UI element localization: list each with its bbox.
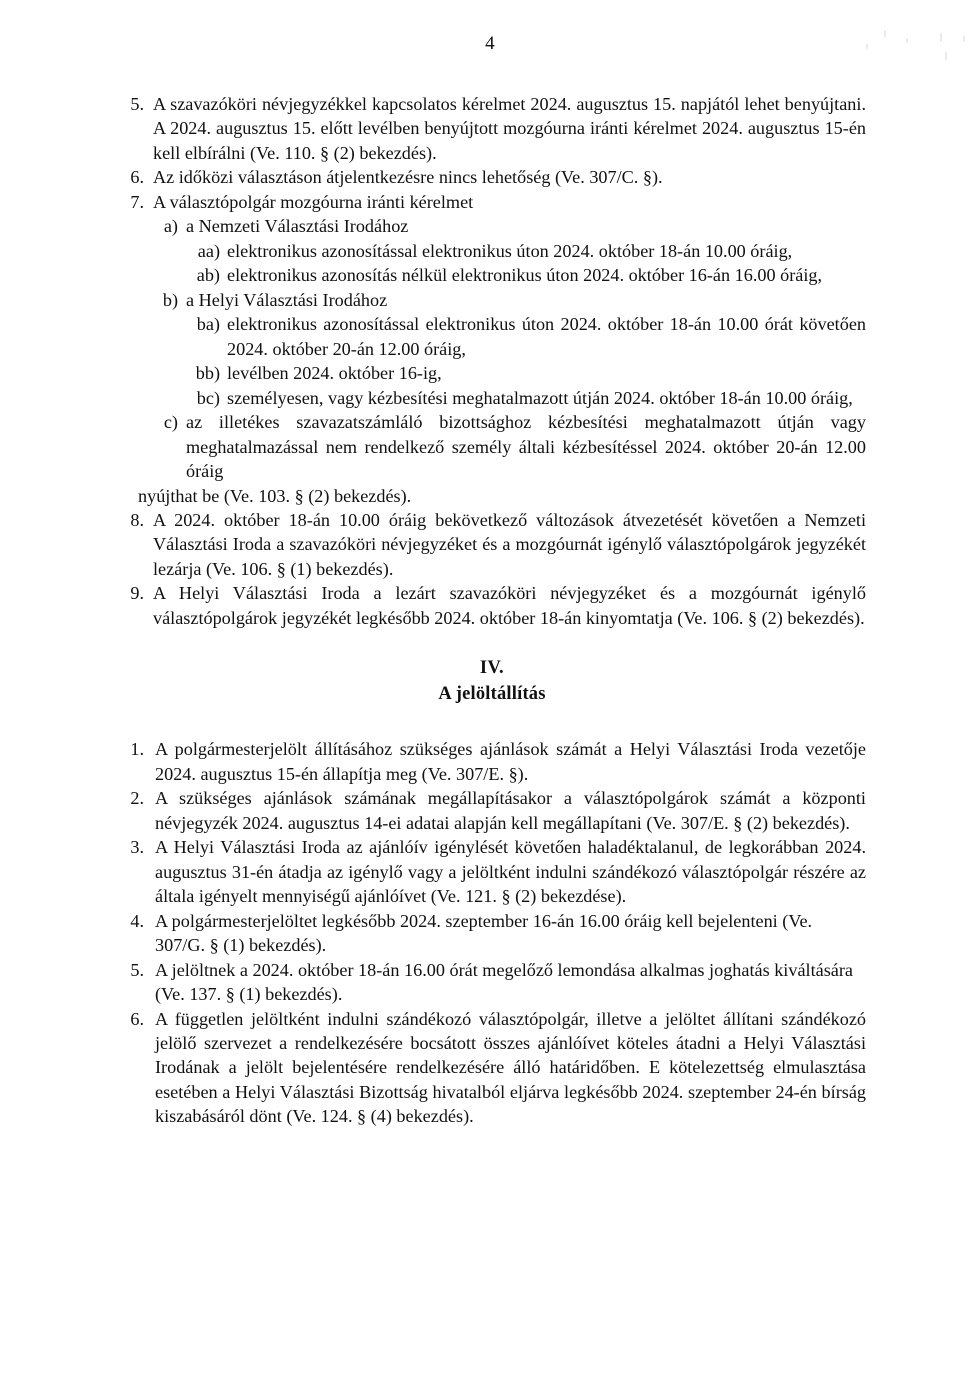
sub-list-item-ba [188, 312, 866, 361]
section-heading [118, 656, 866, 707]
list-marker: 3. [130, 837, 144, 858]
numbered-list-section-one [118, 92, 866, 630]
list-text: elektronikus azonosítással elektronikus úton 2024. október 18-án 10.00 óráig, [227, 240, 793, 261]
list-text: A szükséges ajánlások számának megállapításakor a választópolgárok számát a központi névjegyzék 2024. augusztus 14-ei adatai alapján kell megállapítani (Ve. 307/E. § (2) bekezdés). [155, 788, 866, 833]
scan-speck [945, 52, 947, 60]
page-content [118, 92, 866, 1129]
sub-list-item-b [154, 288, 866, 312]
list-item [118, 581, 866, 630]
list-item [118, 508, 866, 581]
list-text: A Helyi Választási Iroda a lezárt szavazóköri névjegyzéket és a mozgóurnát igénylő választópolgárok jegyzékét legkésőbb 2024. október 18-án kinyomtatja (Ve. 106. § (2) bekezdés). [153, 583, 866, 628]
list-marker: a) [163, 216, 178, 237]
list-item [118, 165, 866, 189]
list-text: személyesen, vagy kézbesítési meghatalmazott útján 2024. október 18-án 10.00 óráig, [227, 387, 853, 408]
section-heading-numeral: IV. [479, 658, 505, 679]
list-marker: ab) [196, 265, 220, 286]
list-text: elektronikus azonosítás nélkül elektronikus úton 2024. október 16-án 16.00 óráig, [227, 265, 823, 286]
list-marker: 6. [130, 167, 144, 188]
list-marker: 9. [130, 583, 144, 604]
list-marker: bc) [196, 387, 220, 408]
list-text: A független jelöltként indulni szándékozó választópolgár, illetve a jelöltet állítani szándékozó jelölő szervezet a rendelkezésére bocsátott összes ajánlóívet köteles átadni a Helyi Választási Irodának a jelölt bejelentésére rendelkezésére álló határidőben. E kötelezettség elmulasztása esetében a Helyi Választási Bizottság hivatalból eljárva legkésőbb 2024. szeptember 24-én bírság kiszabásáról dönt (Ve. 124. § (4) bekezdés). [155, 1008, 866, 1127]
sub-list-item-a [154, 214, 866, 238]
sub-list-item-bc [188, 386, 866, 410]
list-marker: b) [162, 289, 178, 310]
section-heading-title: A jelöltállítás [438, 683, 546, 704]
list-text: A polgármesterjelölt állításához szükséges ajánlások számát a Helyi Választási Iroda vezetője 2024. augusztus 15-én állapítja meg (Ve. 307/E. §). [155, 739, 866, 784]
list-item [118, 737, 866, 786]
list-text: a Helyi Választási Irodához [186, 289, 388, 310]
list-item [118, 786, 866, 835]
sub-list-item-ab [188, 263, 866, 287]
list-text: A szavazóköri névjegyzékkel kapcsolatos kérelmet 2024. augusztus 15. napjától lehet benyújtani. A 2024. augusztus 15. előtt levélben benyújtott mozgóurna iránti kérelmet 2024. augusztus 15-én kell elbírálni (Ve. 110. § (2) bekezdés). [153, 94, 866, 163]
list-item [118, 958, 866, 1007]
list-item [118, 92, 866, 165]
list-text: a Nemzeti Választási Irodához [186, 216, 409, 237]
page-number: 4 [485, 33, 495, 54]
list-text: A polgármesterjelöltet legkésőbb 2024. szeptember 16-án 16.00 óráig kell bejelenteni (Ve. 307/G. § (1) bekezdés). [155, 910, 813, 956]
list-text: A Helyi Választási Iroda az ajánlóív igénylését követően haladéktalanul, de legkorábban 2024. augusztus 31-én átadja az igénylő vagy a jelöltként indulni szándékozó választópolgár részére az általa igényelt mennyiségű ajánlóívet (Ve. 121. § (2) bekezdése). [155, 837, 866, 907]
list-marker: ba) [196, 314, 220, 335]
list-item [118, 835, 866, 908]
list-marker: c) [163, 412, 178, 433]
list-text: A választópolgár mozgóurna iránti kérelmet [153, 191, 474, 212]
list-text: levélben 2024. október 16-ig, [227, 363, 442, 384]
list-marker: 2. [130, 788, 144, 809]
list-item [118, 909, 866, 958]
list-marker: 1. [130, 739, 144, 760]
list-item [118, 190, 866, 214]
list-item [118, 1007, 866, 1129]
list-text: az illetékes szavazatszámláló bizottsághoz kézbesítési meghatalmazott útján vagy meghatalmazással nem rendelkező személy általi kézbesítéssel 2024. október 20-án 12.00 óráig [186, 412, 866, 482]
list-text: A 2024. október 18-án 10.00 óráig bekövetkező változások átvezetését követően a Nemzeti Választási Iroda a szavazóköri névjegyzéket és a mozgóurnát igénylő választópolgárok jegyzékét lezárja (Ve. 106. § (1) bekezdés). [153, 509, 866, 579]
list-marker: 5. [130, 959, 144, 980]
list-marker: bb) [195, 363, 220, 384]
sub-list-item-c [154, 410, 866, 483]
list-marker: 8. [130, 509, 144, 530]
list-text: A jelöltnek a 2024. október 18-án 16.00 órát megelőző lemondása alkalmas joghatás kiváltására (Ve. 137. § (1) bekezdés). [155, 959, 853, 1005]
list-text: Az időközi választáson átjelentkezésre nincs lehetőség (Ve. 307/C. §). [153, 167, 663, 188]
list-marker: 6. [130, 1008, 144, 1029]
list-marker: 5. [130, 94, 144, 114]
item7-closing-clause: nyújthat be (Ve. 103. § (2) bekezdés). [138, 485, 412, 506]
list-text: elektronikus azonosítással elektronikus úton 2024. október 18-án 10.00 órát követően 2024. október 20-án 12.00 óráig, [227, 314, 866, 359]
list-marker: aa) [197, 240, 220, 261]
list-marker: 7. [130, 191, 144, 212]
list-marker: 4. [130, 910, 144, 931]
numbered-list-section-two [118, 737, 866, 1129]
sub-list-item-bb [188, 361, 866, 385]
sub-list-item-aa [188, 239, 866, 263]
